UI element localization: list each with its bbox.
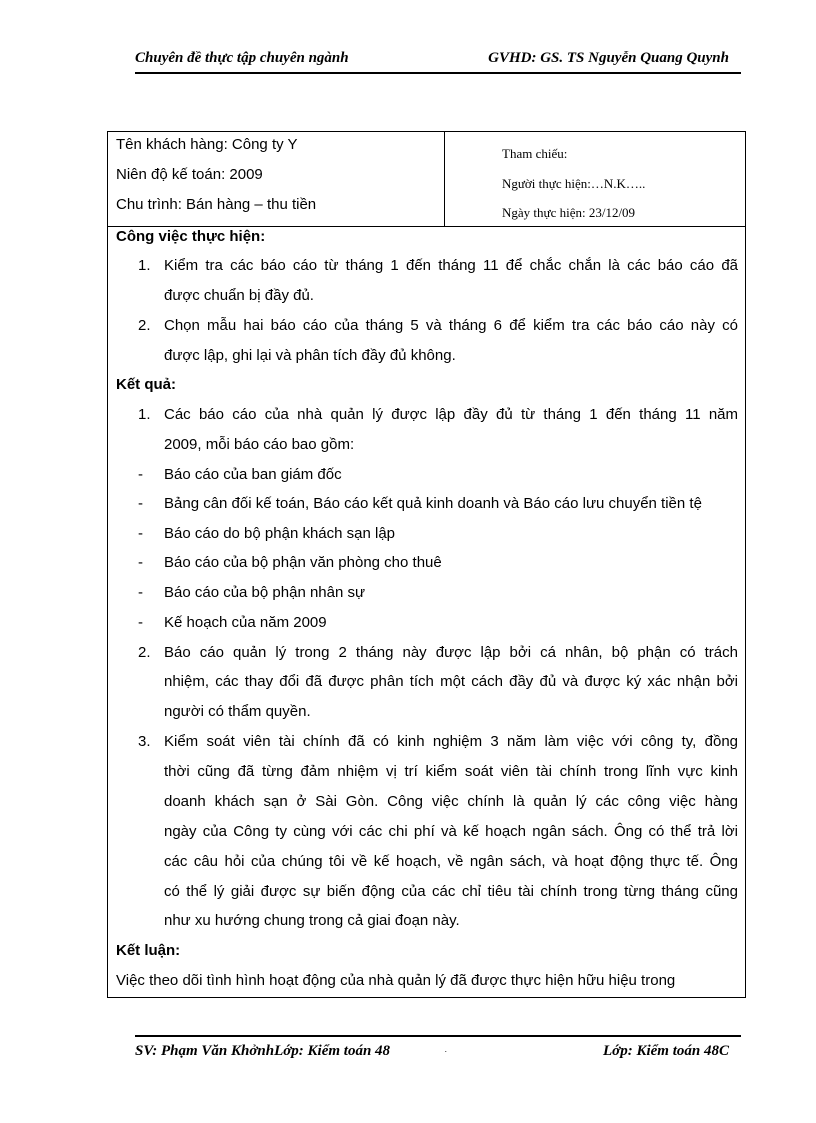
header-title: Chuyên đề thực tập chuyên ngành: [135, 50, 349, 66]
result-item-line: như xu hướng chung trong cả giai đoạn này.: [164, 912, 460, 929]
work-item-number: 1.: [138, 257, 151, 274]
footer-student: SV: Phạm Văn KhởnhLớp: Kiểm toán 48: [135, 1043, 391, 1059]
bullet-dash: -: [138, 525, 143, 542]
bullet-item: Bảng cân đối kế toán, Báo cáo kết quả kinh doanh và Báo cáo lưu chuyển tiền tệ: [164, 495, 702, 512]
audit-cycle: Chu trình: Bán hàng – thu tiền: [116, 196, 317, 213]
info-divider: [444, 132, 445, 226]
page-footer: [135, 1035, 741, 1067]
conclusion-heading: Kết luận:: [116, 942, 181, 959]
page-header: [135, 48, 741, 74]
bullet-dash: -: [138, 554, 143, 571]
work-item-line: Chọn mẫu hai báo cáo của tháng 5 và tháng 6 để kiểm tra các báo cáo này có: [164, 317, 738, 334]
bullet-dash: -: [138, 466, 143, 483]
result-item-line: Các báo cáo của nhà quản lý được lập đầy đủ từ tháng 1 đến tháng 11 năm: [164, 406, 738, 423]
bullet-item: Báo cáo của bộ phận văn phòng cho thuê: [164, 554, 442, 571]
work-item-number: 2.: [138, 317, 151, 334]
audit-working-paper: [107, 131, 746, 998]
result-item-number: 3.: [138, 733, 151, 750]
result-item-line: người có thẩm quyền.: [164, 703, 311, 720]
result-item-line: có thể lý giải được sự biến động của các chỉ tiêu tài chính trong từng tháng cũng: [164, 883, 738, 900]
reference: Tham chiếu:: [502, 146, 568, 161]
footer-dot: .: [445, 1045, 447, 1054]
header-supervisor: GVHD: GS. TS Nguyễn Quang Quynh: [488, 50, 729, 66]
bullet-item: Báo cáo của bộ phận nhân sự: [164, 584, 366, 601]
results-heading: Kết quả:: [116, 376, 176, 393]
result-item-number: 1.: [138, 406, 151, 423]
result-item-line: các câu hỏi của chúng tôi về kế hoạch, về ngân sách, và hoạt động thực tế. Ông: [164, 853, 738, 870]
fiscal-period: Niên độ kế toán: 2009: [116, 166, 263, 183]
conclusion-text: Việc theo dõi tình hình hoạt động của nhà quản lý đã được thực hiện hữu hiệu trong: [116, 972, 676, 989]
performer: Người thực hiện:…N.K…..: [502, 176, 646, 191]
result-item-line: thời cũng đã từng đảm nhiệm vị trí kiểm soát viên tài chính trong lĩnh vực kinh: [164, 763, 738, 780]
work-item-line: được chuẩn bị đầy đủ.: [164, 287, 314, 304]
result-item-line: Kiểm soát viên tài chính đã có kinh nghiệm 3 năm làm việc với công ty, đồng: [164, 733, 738, 750]
result-item-number: 2.: [138, 644, 151, 661]
result-item-line: doanh khách sạn ở Sài Gòn. Công việc chính là quản lý các công việc hàng: [164, 793, 738, 810]
bullet-item: Kế hoạch của năm 2009: [164, 614, 327, 631]
work-item-line: được lập, ghi lại và phân tích đầy đủ không.: [164, 347, 456, 364]
result-item-line: ngày của Công ty cùng với các chi phí và kế hoạch ngân sách. Ông có thể trả lời: [164, 823, 738, 840]
performance-date: Ngày thực hiện: 23/12/09: [502, 205, 636, 220]
result-item-line: 2009, mỗi báo cáo bao gồm:: [164, 436, 355, 453]
bullet-dash: -: [138, 614, 143, 631]
work-heading: Công việc thực hiện:: [116, 228, 266, 245]
work-item-line: Kiểm tra các báo cáo từ tháng 1 đến tháng 11 để chắc chắn là các báo cáo đã: [164, 257, 738, 274]
bullet-item: Báo cáo do bộ phận khách sạn lập: [164, 525, 396, 542]
bullet-item: Báo cáo của ban giám đốc: [164, 466, 342, 483]
bullet-dash: -: [138, 495, 143, 512]
footer-class: Lớp: Kiểm toán 48C: [603, 1043, 729, 1059]
client-name: Tên khách hàng: Công ty Y: [116, 136, 298, 153]
bullet-dash: -: [138, 584, 143, 601]
result-item-line: Báo cáo quản lý trong 2 tháng này được lập bởi cá nhân, bộ phận có trách: [164, 644, 738, 661]
result-item-line: nhiệm, các thay đổi đã được phân tích một cách đầy đủ và được ký xác nhận bởi: [164, 673, 738, 690]
